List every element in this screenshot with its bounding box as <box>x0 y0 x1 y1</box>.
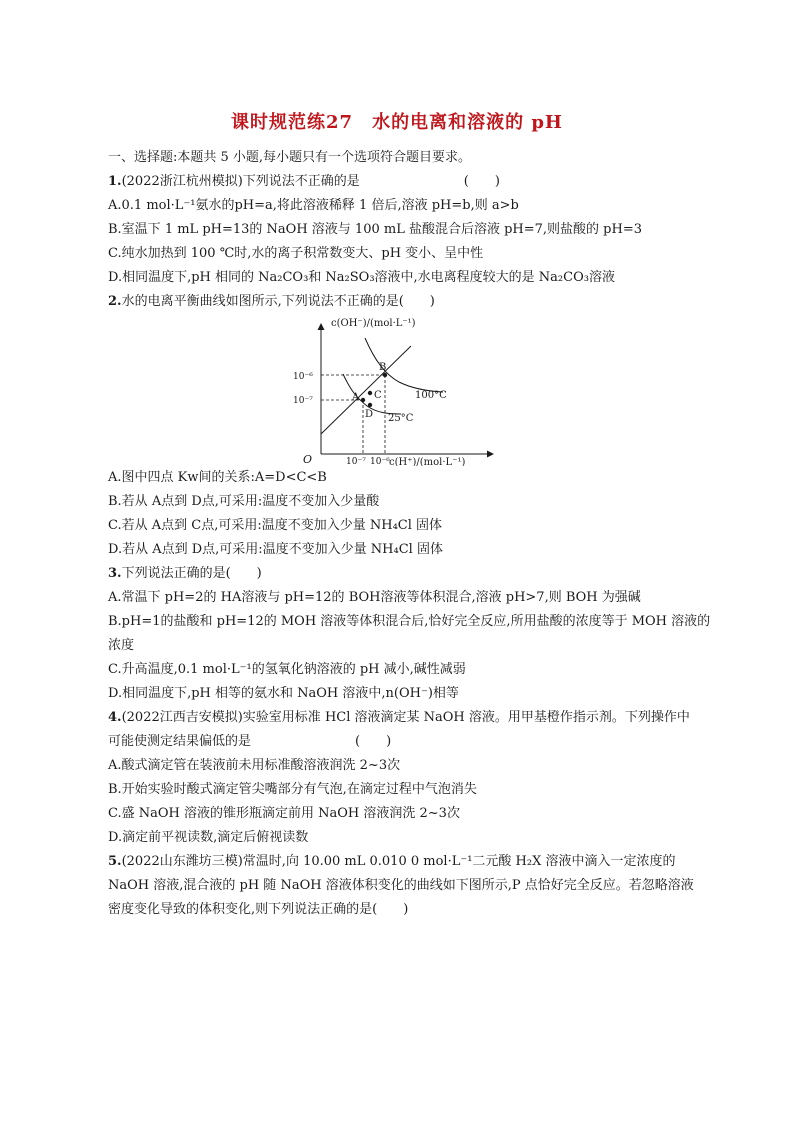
question-1-option-b: B.室温下 1 mL pH=13的 NaOH 溶液与 100 mL 盐酸混合后溶液 pH=7,则盐酸的 pH=3 <box>108 222 643 237</box>
question-number: 1. <box>108 174 122 189</box>
point-c-marker <box>368 391 372 395</box>
question-1-option-c: C.纯水加热到 100 ℃时,水的离子积常数变大、pH 变小、呈中性 <box>108 246 484 261</box>
y-tick-label: 10⁻⁶ <box>293 372 313 382</box>
question-2-option-a: A.图中四点 Kw间的关系:A=D<C<B <box>108 470 327 485</box>
section-heading: 一、选择题:本题共 5 小题,每小题只有一个选项符合题目要求。 <box>108 150 472 165</box>
y-tick-label: 10⁻⁷ <box>293 396 313 406</box>
question-4-stem-cont: 可能使测定结果偏低的是 ( ) <box>108 734 392 749</box>
x-tick-label: 10⁻⁶ <box>370 457 390 466</box>
question-text: 水的电离平衡曲线如图所示,下列说法不正确的是( ) <box>121 294 435 309</box>
question-number: 5. <box>108 854 122 869</box>
x-tick-label: 10⁻⁷ <box>346 457 366 466</box>
page-title: 课时规范练27 水的电离和溶液的 pH <box>231 112 563 133</box>
question-3-option-d: D.相同温度下,pH 相等的氨水和 NaOH 溶液中,n(OH⁻)相等 <box>108 686 459 701</box>
question-1-option-d: D.相同温度下,pH 相同的 Na₂CO₃和 Na₂SO₃溶液中,水电离程度较大的是 Na₂CO₃溶液 <box>108 270 615 285</box>
question-2-stem <box>108 290 698 314</box>
question-text: 下列说法正确的是( ) <box>121 566 262 581</box>
question-text: (2022山东潍坊三模)常温时,向 10.00 mL 0.010 0 mol·L⁻¹二元酸 H₂X 溶液中滴入一定浓度的 <box>121 854 676 869</box>
question-5-stem-cont: 密度变化导致的体积变化,则下列说法正确的是( ) <box>108 902 409 917</box>
point-a-marker <box>361 398 365 402</box>
y-axis-label: c(OH⁻)/(mol·L⁻¹) <box>331 318 416 329</box>
question-4-option-c: C.盛 NaOH 溶液的锥形瓶滴定前用 NaOH 溶液润洗 2~3次 <box>108 806 460 821</box>
question-2-option-d: D.若从 A点到 D点,可采用:温度不变加入少量 NH₄Cl 固体 <box>108 542 443 557</box>
question-4-option-a: A.酸式滴定管在装液前未用标准酸溶液润洗 2~3次 <box>108 758 401 773</box>
point-d-marker <box>368 403 372 407</box>
water-ionization-figure <box>108 314 698 466</box>
origin-label: O <box>303 453 313 466</box>
question-1-stem <box>108 170 698 194</box>
question-2-option-b: B.若从 A点到 D点,可采用:温度不变加入少量酸 <box>108 494 380 509</box>
worksheet-body <box>108 146 711 922</box>
x-axis-label: c(H⁺)/(mol·L⁻¹) <box>389 457 466 466</box>
question-4-option-b: B.开始实验时酸式滴定管尖嘴部分有气泡,在滴定过程中气泡消失 <box>108 782 477 797</box>
point-b-label: B <box>379 362 387 373</box>
point-b-marker <box>383 373 387 377</box>
question-5-stem-cont: NaOH 溶液,混合液的 pH 随 NaOH 溶液体积变化的曲线如下图所示,P 点恰好完全反应。若忽略溶液 <box>108 878 694 893</box>
ionization-curve-diagram <box>293 316 503 466</box>
question-3-option-b: B.pH=1的盐酸和 pH=12的 MOH 溶液等体积混合后,恰好完全反应,所用盐酸的浓度等于 MOH 溶液的 <box>108 614 711 629</box>
curve-label-100c: 100°C <box>415 390 447 401</box>
point-a-label: A <box>352 392 360 403</box>
point-c-label: C <box>374 390 382 401</box>
question-3-option-c: C.升高温度,0.1 mol·L⁻¹的氢氧化钠溶液的 pH 减小,碱性减弱 <box>108 662 466 677</box>
question-4-option-d: D.滴定前平视读数,滴定后俯视读数 <box>108 830 309 845</box>
question-3-option-a: A.常温下 pH=2的 HA溶液与 pH=12的 BOH溶液等体积混合,溶液 pH>7,则 BOH 为强碱 <box>108 590 641 605</box>
question-4-stem <box>108 706 698 730</box>
question-number: 2. <box>108 294 122 309</box>
question-3-stem <box>108 562 698 586</box>
question-5-stem <box>108 850 698 874</box>
question-number: 4. <box>108 710 122 725</box>
question-text: (2022江西吉安模拟)实验室用标准 HCl 溶液滴定某 NaOH 溶液。用甲基橙作指示剂。下列操作中 <box>121 710 690 725</box>
isotherm-100c <box>365 338 443 392</box>
question-3-option-b-cont: 浓度 <box>108 638 135 653</box>
point-d-label: D <box>365 409 374 420</box>
question-number: 3. <box>108 566 122 581</box>
question-text: (2022浙江杭州模拟)下列说法不正确的是 ( ) <box>121 174 500 189</box>
question-2-option-c: C.若从 A点到 C点,可采用:温度不变加入少量 NH₄Cl 固体 <box>108 518 443 533</box>
curve-label-25c: 25°C <box>388 413 414 424</box>
question-1-option-a: A.0.1 mol·L⁻¹氨水的pH=a,将此溶液稀释 1 倍后,溶液 pH=b,则 a>b <box>108 198 519 213</box>
